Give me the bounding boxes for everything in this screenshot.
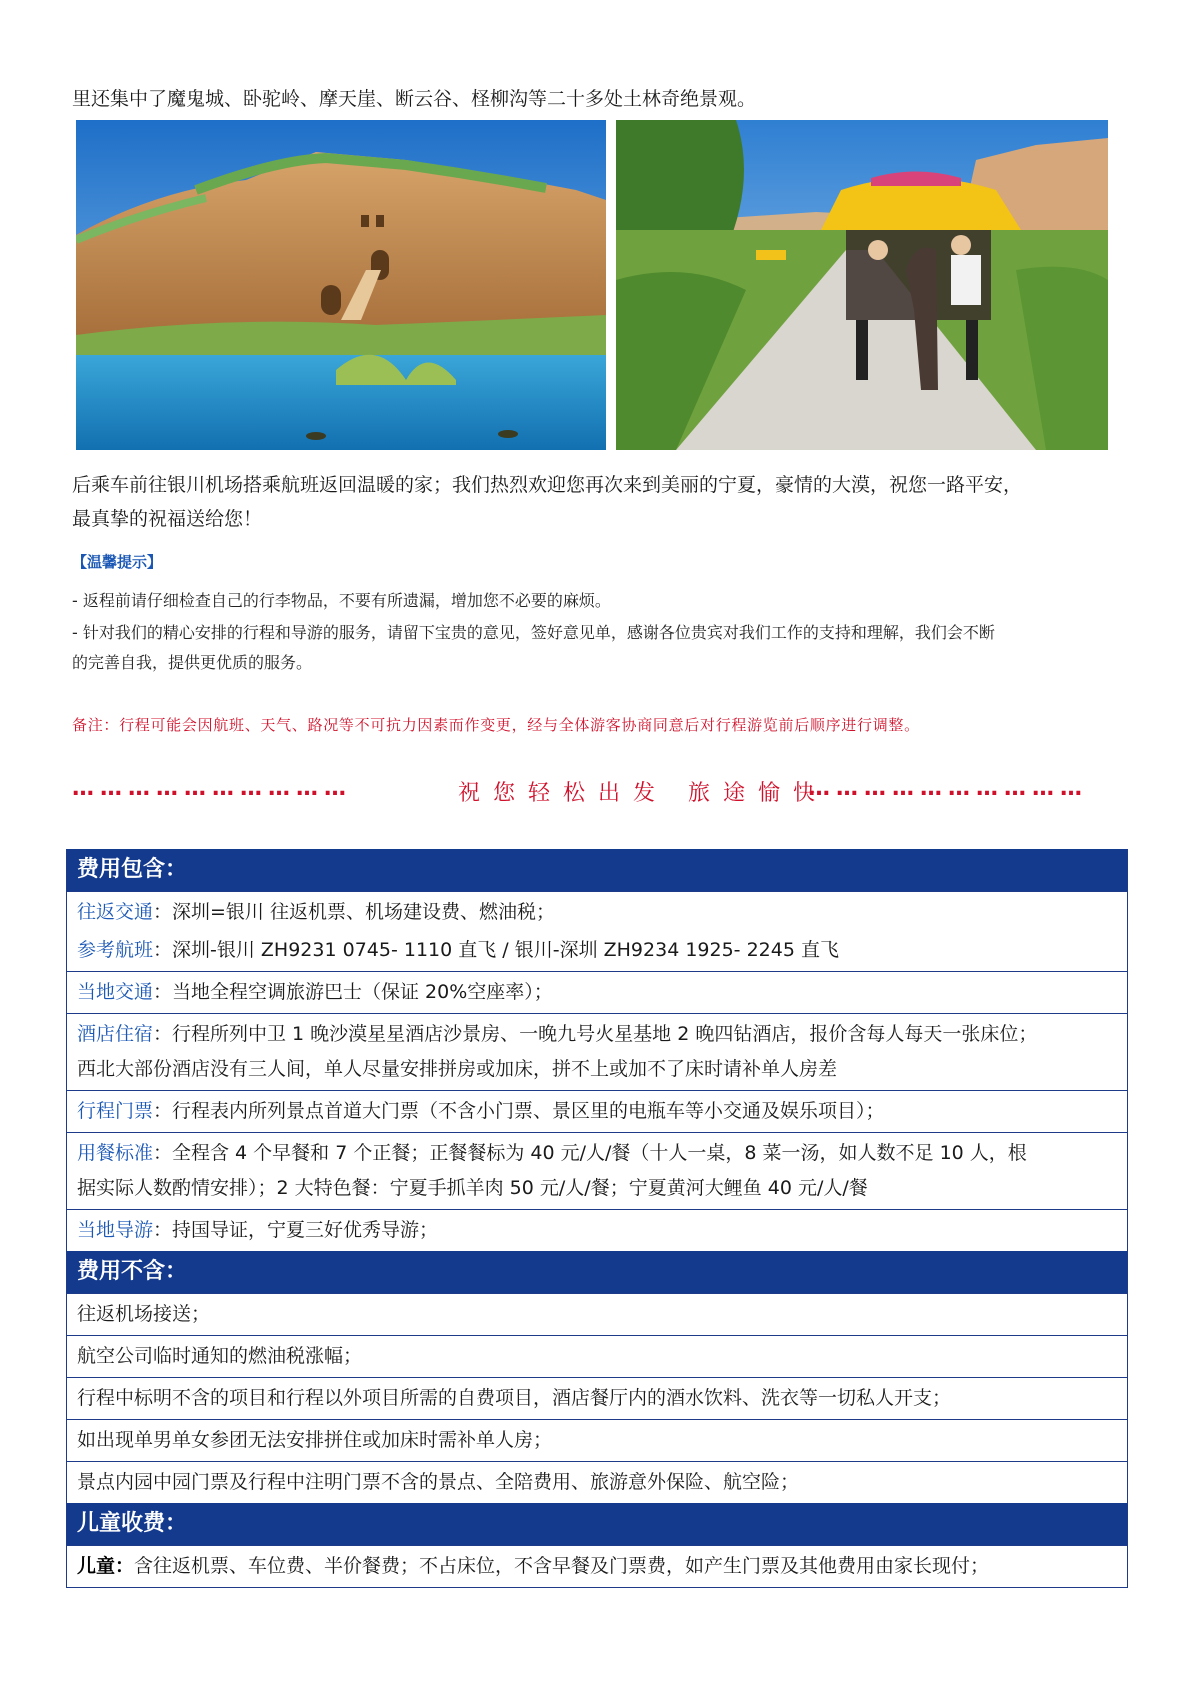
donkey-cart-road-photo [616, 120, 1108, 450]
fee-row-meals [67, 1132, 1127, 1209]
fee-label: 行程门票 [77, 1100, 154, 1122]
fee-text: ：持国导证，宁夏三好优秀导游； [153, 1219, 439, 1241]
children-header: 儿童收费： [67, 1503, 1127, 1545]
dots-left: ………………………… [72, 776, 352, 801]
fee-text: ：全程含 4 个早餐和 7 个正餐；正餐餐标为 40 元/人/餐（十人一桌，8 菜一汤，如人数不足 10 人，根 [153, 1142, 1027, 1164]
return-text-line1: 后乘车前往银川机场搭乘航班返回温暖的家；我们热烈欢迎您再次来到美丽的宁夏，豪情的大漠，祝您一路平安， [72, 474, 1023, 496]
fee-text: ：当地全程空调旅游巴士（保证 20%空座率）； [153, 981, 553, 1003]
tip-item: 的完善自我，提供更优质的服务。 [72, 653, 313, 672]
fee-text: ：深圳=银川 往返机票、机场建设费、燃油税； [153, 901, 555, 923]
fee-text-line2: 西北大部份酒店没有三人间，单人尽量安排拼房或加床，拼不上或加不了床时请补单人房差 [77, 1058, 838, 1080]
fee-label: 酒店住宿 [77, 1023, 154, 1045]
fee-label: 当地交通 [77, 981, 154, 1003]
intro-text: 里还集中了魔鬼城、卧驼岭、摩天崖、断云谷、柽柳沟等二十多处土林奇绝景观。 [72, 88, 757, 110]
cliff-fortress-lake-photo [76, 120, 606, 450]
children-label: 儿童： [77, 1555, 135, 1577]
farewell-wish [72, 776, 1120, 806]
fee-label: 往返交通 [77, 901, 154, 923]
children-text: 含往返机票、车位费、半价餐费；不占床位，不含早餐及门票费，如产生门票及其他费用由家长现付； [134, 1555, 990, 1577]
fee-label: 参考航班 [77, 939, 154, 961]
fee-row-tickets [67, 1090, 1127, 1132]
fee-row-transport [67, 891, 1127, 933]
excluded-row: 往返机场接送； [67, 1293, 1127, 1335]
fee-label: 当地导游 [77, 1219, 154, 1241]
itinerary-note: 备注：行程可能会因航班、天气、路况等不可抗力因素而作变更，经与全体游客协商同意后对行程游览前后顺序进行调整。 [72, 716, 920, 734]
fee-text: ：深圳-银川 ZH9231 0745- 1110 直飞 / 银川-深圳 ZH9234 1925- 2245 直飞 [153, 939, 839, 961]
tip-item: - 返程前请仔细检查自己的行李物品，不要有所遗漏，增加您不必要的麻烦。 [72, 591, 611, 610]
fee-table [66, 849, 1128, 1588]
fee-row-flights [67, 933, 1127, 971]
tips-title: 【温馨提示】 [72, 553, 163, 571]
fee-row-guide [67, 1209, 1127, 1251]
return-text-line2: 最真挚的祝福送给您！ [72, 508, 263, 530]
children-row [67, 1545, 1127, 1587]
fee-text: ：行程所列中卫 1 晚沙漠星星酒店沙景房、一晚九号火星基地 2 晚四钻酒店，报价含每人每天一张床位； [153, 1023, 1038, 1045]
fees-included-header: 费用包含： [67, 849, 1127, 891]
wish-text: 祝您轻松出发 旅途愉快 [458, 781, 828, 806]
dots-right: ………………………… [808, 776, 1088, 801]
fee-row-local-transport [67, 971, 1127, 1013]
excluded-row: 如出现单男单女参团无法安排拼住或加床时需补单人房； [67, 1419, 1127, 1461]
tip-item: - 针对我们的精心安排的行程和导游的服务，请留下宝贵的意见，签好意见单，感谢各位贵宾对我们工作的支持和理解，我们会不断 [72, 623, 995, 642]
excluded-row: 景点内园中园门票及行程中注明门票不含的景点、全陪费用、旅游意外保险、航空险； [67, 1461, 1127, 1503]
fees-excluded-header: 费用不含： [67, 1251, 1127, 1293]
fee-text: ：行程表内所列景点首道大门票（不含小门票、景区里的电瓶车等小交通及娱乐项目）； [153, 1100, 885, 1122]
fee-row-hotel [67, 1013, 1127, 1090]
fee-label: 用餐标准 [77, 1142, 154, 1164]
fee-text-line2: 据实际人数酌情安排）；2 大特色餐：宁夏手抓羊肉 50 元/人/餐；宁夏黄河大鲤鱼 40 元/人/餐 [77, 1177, 868, 1199]
excluded-row: 行程中标明不含的项目和行程以外项目所需的自费项目，酒店餐厅内的酒水饮料、洗衣等一切私人开支； [67, 1377, 1127, 1419]
excluded-row: 航空公司临时通知的燃油税涨幅； [67, 1335, 1127, 1377]
